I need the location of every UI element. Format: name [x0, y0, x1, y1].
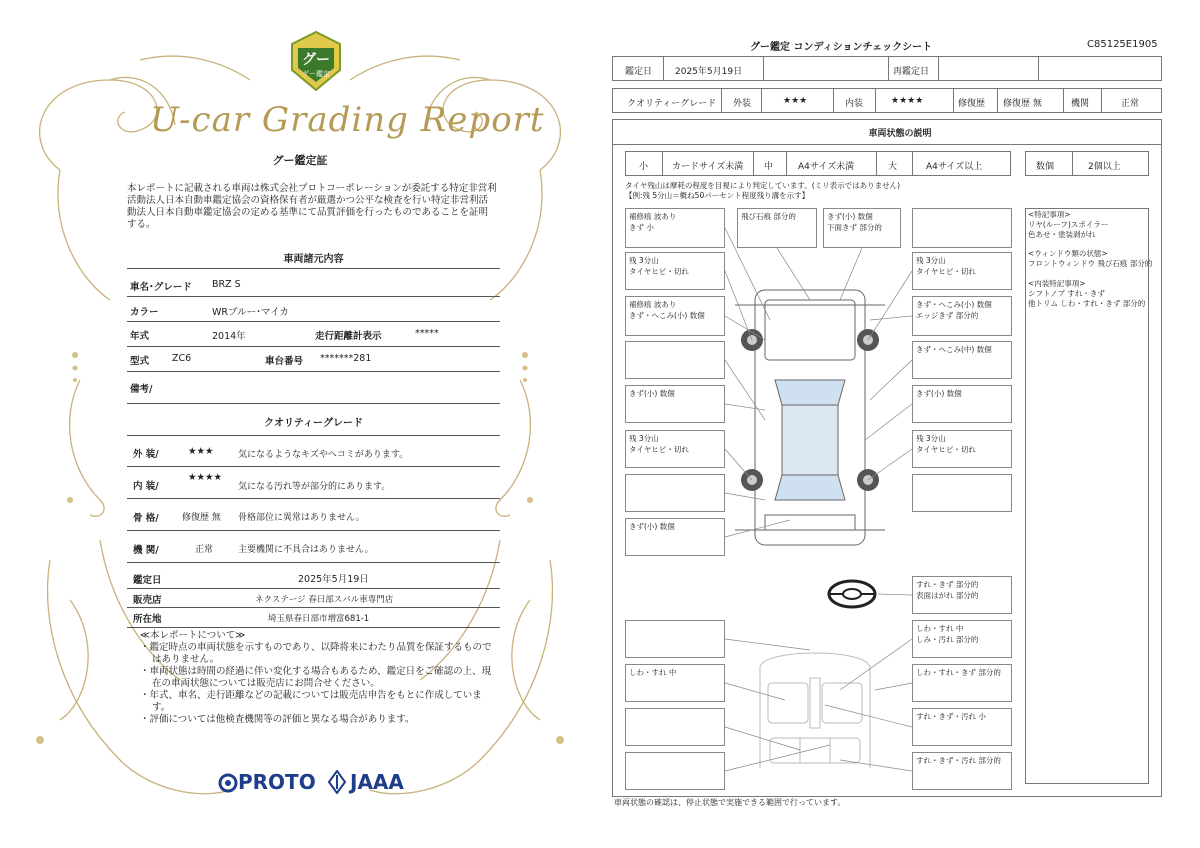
- divider: [127, 321, 500, 322]
- divider: [127, 498, 500, 499]
- footer-note: 車両状態の確認は、停止状態で実施できる範囲で行っています。: [614, 798, 846, 807]
- damage-label-top: 飛び石痕 部分的: [737, 208, 817, 248]
- exterior-stars: ★★★: [783, 96, 808, 106]
- divider: [127, 435, 500, 436]
- repair-value: 修復歴 無: [1003, 99, 1042, 109]
- divider: [127, 371, 500, 372]
- divider: [127, 530, 500, 531]
- interior-label-right: すれ・きず・汚れ 小: [912, 708, 1012, 746]
- model-label: 型式: [130, 356, 150, 367]
- state-header: 車両状態の説明: [868, 129, 932, 139]
- damage-label-left: 補修痕 波あり きず・へこみ(小) 数個: [625, 296, 725, 336]
- sheet-title: グー鑑定 コンディションチェックシート: [750, 42, 933, 53]
- quality-header: クオリティーグレード: [264, 418, 363, 429]
- divider: [127, 296, 500, 297]
- divider: [127, 588, 500, 589]
- date-value: 2025年5月19日: [675, 67, 743, 77]
- note-item: ・年式、車名、走行距離などの記載については販売店申告をもとに作成しています。: [140, 690, 482, 713]
- damage-label-right: きず・へこみ(小) 数個 エッジきず 部分的: [912, 296, 1012, 336]
- damage-label-right: きず・へこみ(中) 数個: [912, 341, 1012, 379]
- exterior-desc: 気になるようなキズやへコミがあります。: [238, 450, 409, 460]
- large-value: A4サイズ以上: [926, 162, 983, 172]
- note-item: ・車両状態は時間の経過に伴い変化する場合もあるため、鑑定日をご確認の上、現在の車両状態については販売店にお問合せください。: [140, 666, 492, 689]
- name-value: BRZ S: [212, 279, 241, 290]
- divider: [127, 403, 500, 404]
- engine-desc: 主要機関に不具合はありません。: [238, 545, 374, 555]
- date-value: 2025年5月19日: [298, 574, 369, 585]
- exterior-stars: ★★★: [188, 446, 214, 457]
- notes-title: ≪本レポートについて≫: [140, 630, 246, 641]
- interior-label-right: しわ・すれ 中 しみ・汚れ 部分的: [912, 620, 1012, 658]
- damage-label-left: きず(小) 数個: [625, 518, 725, 556]
- mid-label: 中: [764, 162, 774, 172]
- engine-value: 正常: [1121, 99, 1140, 109]
- interior-stars: ★★★★: [188, 472, 223, 483]
- engine-label: 機 関/: [133, 545, 159, 556]
- mileage-label: 走行距離計表示: [315, 331, 382, 342]
- interior-label-right: しわ・すれ・きず 部分的: [912, 664, 1012, 702]
- damage-label-left: 補修痕 波あり きず 小: [625, 208, 725, 248]
- address-value: 埼玉県春日部市増富681-1: [268, 614, 370, 624]
- count-label: 数個: [1036, 162, 1055, 172]
- leader-lines-icon: [600, 0, 1200, 848]
- report-notes: [140, 630, 500, 726]
- certificate-title: グー鑑定証: [272, 154, 328, 167]
- frame-label: 骨 格/: [133, 513, 159, 524]
- interior-label-right: すれ・きず・汚れ 部分的: [912, 752, 1012, 790]
- tire-note: タイヤ残山は摩耗の程度を目視により判定しています。(ミリ表示ではありません): [625, 181, 901, 190]
- shop-value: ネクステージ 春日部スバル車専門店: [255, 595, 394, 605]
- report-title: U-car Grading Report: [150, 100, 545, 140]
- svg-text:グー鑑定: グー鑑定: [302, 70, 330, 78]
- goo-logo-icon: [288, 30, 344, 92]
- certificate-statement: 本レポートに記載される車両は株式会社プロトコーポレーションが委託する特定非営利活動法人日本自動車鑑定協会の資格保有者が厳選かつ公平な検査を行い特定非営利活動法人日本自動車鑑定協会の定める基準にて品質評価を行ったものであることを証明する。: [127, 183, 497, 230]
- interior-label: 内 装/: [133, 481, 159, 492]
- specs-header: 車両諸元内容: [283, 254, 344, 265]
- remarks-label: 備考/: [130, 384, 153, 395]
- divider: [127, 268, 500, 269]
- interior-notes: <内装特記事項> シフトノブ すれ・きず 他トリム しわ・すれ・きず 部分的: [1028, 279, 1146, 308]
- damage-label-left: きず(小) 数個: [625, 385, 725, 423]
- shop-label: 販売店: [133, 595, 162, 606]
- quality-grade-label: クオリティーグレード: [627, 99, 717, 109]
- interior-label: 内装: [845, 99, 864, 109]
- small-label: 小: [639, 162, 649, 172]
- engine-label: 機関: [1071, 99, 1090, 109]
- note-item: ・鑑定時点の車両状態を示すものであり、以降将来にわたり品質を保証するものではありません。: [140, 642, 492, 665]
- tire-label-front-left: 残 3分山 タイヤヒビ・切れ: [625, 252, 725, 290]
- model-value: ZC6: [172, 353, 192, 364]
- large-label: 大: [888, 162, 898, 172]
- divider: [127, 562, 500, 563]
- damage-label-right: きず(小) 数個: [912, 385, 1012, 423]
- tire-label-rear-right: 残 3分山 タイヤヒビ・切れ: [912, 430, 1012, 468]
- interior-label-left: しわ・すれ 中: [625, 664, 725, 702]
- special-notes: <特記事項> リヤ(ルーフ)スポイラー 色あせ・塗装剥がれ: [1028, 210, 1109, 239]
- mid-value: A4サイズ未満: [798, 162, 855, 172]
- proto-brand: PROTO: [238, 770, 316, 794]
- jaaa-logo-icon: [328, 770, 346, 794]
- year-label: 年式: [130, 331, 150, 342]
- year-value: 2014年: [212, 331, 246, 342]
- chassis-label: 車台番号: [265, 356, 304, 367]
- interior-desc: 気になる汚れ等が部分的にあります。: [238, 482, 391, 492]
- interior-stars: ★★★★: [891, 96, 924, 106]
- name-label: 車名･グレード: [130, 282, 192, 293]
- date-label: 鑑定日: [625, 67, 653, 77]
- divider: [127, 346, 500, 347]
- color-label: カラー: [130, 307, 159, 318]
- address-label: 所在地: [133, 614, 162, 625]
- sheet-id: C85125E1905: [1087, 39, 1158, 50]
- repair-label: 修復歴: [958, 99, 986, 109]
- exterior-label: 外 装/: [133, 449, 159, 460]
- engine-value: 正常: [195, 545, 214, 555]
- proto-logo-icon: [218, 772, 238, 794]
- exterior-label: 外装: [733, 99, 752, 109]
- frame-desc: 骨格部位に異常はありません。: [238, 513, 365, 523]
- damage-label-top: きず(小) 数個 下面きず 部分的: [823, 208, 901, 248]
- mileage-value: *****: [415, 328, 439, 339]
- note-item: ・評価については他検査機関等の評価と異なる場合があります。: [140, 714, 415, 725]
- color-value: WRブルー･マイカ: [212, 307, 289, 318]
- frame-value: 修復歴 無: [182, 513, 221, 523]
- small-value: カードサイズ未満: [672, 162, 744, 172]
- tire-label-front-right: 残 3分山 タイヤヒビ・切れ: [912, 252, 1012, 290]
- interior-label-right: すれ・きず 部分的 表面はがれ 部分的: [912, 576, 1012, 614]
- chassis-value: *******281: [320, 353, 372, 364]
- condition-check-sheet: [600, 0, 1200, 848]
- window-notes: <ウィンドウ類の状態> フロントウィンドウ 飛び石痕 部分的: [1028, 249, 1153, 268]
- date-label: 鑑定日: [133, 575, 162, 586]
- redate-label: 再鑑定日: [893, 67, 930, 77]
- tire-example: 【例:残 5分山＝概ね50パーセント程度残り溝を示す】: [625, 191, 810, 200]
- jaaa-brand: JAAA: [350, 770, 404, 794]
- tire-label-rear-left: 残 3分山 タイヤヒビ・切れ: [625, 430, 725, 468]
- count-value: 2個以上: [1088, 162, 1121, 172]
- svg-text:グー: グー: [302, 52, 330, 68]
- divider: [127, 466, 500, 467]
- divider: [127, 607, 500, 608]
- divider: [127, 627, 500, 628]
